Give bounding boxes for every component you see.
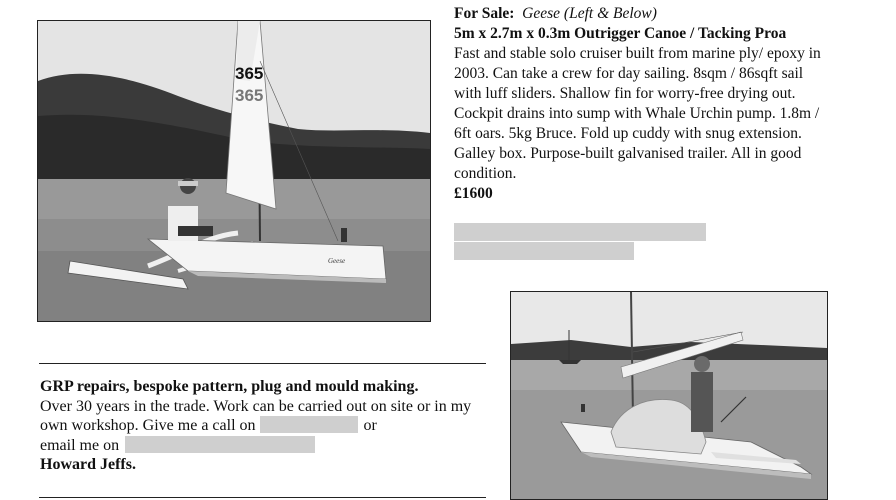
for-sale-ad (454, 4, 834, 204)
grp-body-text: Over 30 years in the trade. Work can be carried out on site or in my own workshop. Give me a call on (40, 397, 472, 434)
grp-body (40, 397, 490, 436)
photo-sailing-canoe-image (38, 21, 430, 321)
divider-bottom (39, 497, 486, 498)
grp-email-prefix: email me on (40, 436, 120, 454)
advertiser-name: Howard Jeffs. (40, 456, 136, 473)
sail-number-top: 365 (235, 64, 264, 83)
for-sale-header (454, 4, 834, 24)
sail-number-bottom: 365 (235, 86, 264, 105)
ad-description: Fast and stable solo cruiser built from marine ply/ epoxy in 2003. Can take a crew for day sailing. 8sqm / 86sqft sail with luff sliders. Shallow fin for worry-free drying out. Cockpit drains into sump with Whale Urchin pump. 1.8m / 6ft oars. 5kg Bruce. Fold up cuddy with snug extension. Galley box. Purpose-built galvanised trailer. All in good condition. (454, 45, 821, 182)
hull-name-label: Geese (328, 257, 346, 265)
redacted-email (125, 436, 315, 453)
photo-sailing-canoe (37, 20, 431, 322)
redacted-contact-line-2 (454, 242, 634, 260)
photo-canoe-with-cuddy (510, 291, 828, 500)
divider-top (39, 363, 486, 364)
redacted-contact-line-1 (454, 223, 706, 241)
grp-heading: GRP repairs, bespoke pattern, plug and mould making. (40, 378, 419, 395)
grp-email-line (40, 436, 490, 456)
position-note: (Left & Below) (563, 5, 657, 22)
for-sale-label: For Sale: (454, 5, 515, 22)
boat-name: Geese (522, 5, 561, 22)
photo-canoe-with-cuddy-image (511, 292, 827, 499)
grp-repairs-ad (40, 377, 490, 475)
ad-title: 5m x 2.7m x 0.3m Outrigger Canoe / Tacking Proa (454, 25, 787, 42)
ad-price: £1600 (454, 185, 493, 202)
redacted-phone (260, 416, 358, 433)
grp-body-or: or (363, 417, 377, 434)
